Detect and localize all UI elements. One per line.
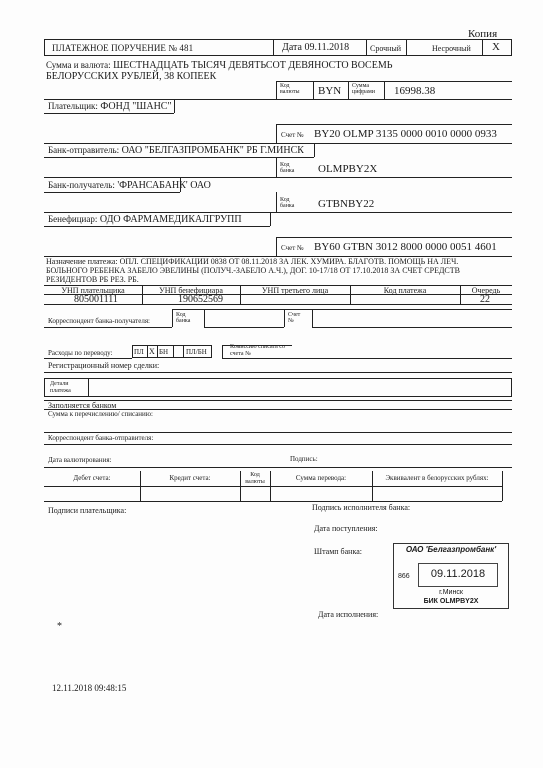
credit-account-label: Кредит счета: <box>169 474 211 482</box>
payment-purpose: Назначение платежа: ОПЛ. СПЕЦИФИКАЦИИ 0838 ОТ 08.11.2018 ЗА ЛЕК. ХУМИРА. БЛАГОТВ. ПОМОЩЬ НА ЛЕЧ. БОЛЬНОГО РЕБЕНКА ЗАБЕЛО ЭВЕЛИНЫ (ПОЛУЧ.-ЗАБЕЛО А.Ч.), ДОГ. 10-17/18 ОТ 17.10.2018 ЗА СЧЕТ СРЕДСТВ РЕЗИДЕНТОВ РБ РЕЗ. РБ. <box>46 257 460 284</box>
stamp-bic: БИК OLMPBY2X <box>423 598 479 605</box>
beneficiary-name: ОДО ФАРМАМЕДИКАЛГРУПП <box>99 214 242 225</box>
bank-stamp-label: Штамп банка: <box>314 547 362 556</box>
expenses-label: Расходы по переводу: <box>48 349 113 357</box>
document-title: ПЛАТЕЖНОЕ ПОРУЧЕНИЕ № 481 <box>52 43 194 53</box>
transfer-amount-label: Сумма перевода: <box>295 474 347 482</box>
receiver-bank-code: GTBNBY22 <box>318 198 375 210</box>
document-date: 09.11.2018 <box>304 42 350 53</box>
stamp-bank-name: ОАО 'Белгазпромбанк' <box>405 545 497 554</box>
sender-bank-code: OLMPBY2X <box>318 163 378 175</box>
stamp-code: 866 <box>398 573 410 580</box>
expense-option-pl: ПЛ <box>134 348 144 356</box>
receipt-date-label: Дата поступления: <box>314 524 378 533</box>
currency-code: BYN <box>318 85 342 97</box>
transfer-sum-label: Сумма к перечислению/ списанию: <box>48 410 153 418</box>
value-date-label: Дата валютирования: <box>48 456 112 464</box>
non-urgent-label: Несрочный <box>432 44 471 53</box>
sender-correspondent-label: Корреспондент банка-отправителя: <box>48 434 154 442</box>
payer-account: BY20 OLMP 3135 0000 0010 0000 0933 <box>314 128 497 140</box>
beneficiary-unp: 190652569 <box>178 294 223 305</box>
print-timestamp: 12.11.2018 09:48:15 <box>52 683 127 693</box>
byn-equivalent-label: Эквивалент в белорусских рублях: <box>385 474 489 482</box>
currency-code-label: Код валюты <box>280 83 300 95</box>
stamp-city: г.Минск <box>439 589 463 596</box>
stamp-date: 09.11.2018 <box>430 568 486 580</box>
receiver-bank-code-label: Код банка <box>280 197 295 209</box>
expense-option-pl-mark: X <box>149 347 155 356</box>
sender-bank-code-label: Код банка <box>280 162 295 174</box>
expense-option-bn: БН <box>159 348 169 356</box>
non-urgent-mark: X <box>492 41 500 53</box>
urgent-label: Срочный <box>370 44 402 53</box>
bank-section-title: Заполняется банком <box>48 401 117 410</box>
bank-signature-label: Подпись: <box>290 455 318 463</box>
footer-mark: * <box>57 621 62 632</box>
payer-account-label: Счет № <box>281 131 304 139</box>
beneficiary-unp-label: УНП бенефициара <box>159 286 223 295</box>
amount-words: Сумма и валюта: ШЕСТНАДЦАТЬ ТЫСЯЧ ДЕВЯТЬСОТ ДЕВЯНОСТО ВОСЕМЬ БЕЛОРУССКИХ РУБЛЕЙ, 38 КОПЕЕК <box>46 60 393 82</box>
queue-value: 22 <box>480 294 490 305</box>
beneficiary-field: Бенефициар: ОДО ФАРМАМЕДИКАЛГРУПП <box>48 214 242 225</box>
expense-option-plbn: ПЛ/БН <box>186 348 207 356</box>
executor-bank-signature-label: Подпись исполнителя банка: <box>312 503 411 512</box>
receiver-bank-field: Банк-получатель: 'ФРАНСАБАНК' ОАО <box>48 180 211 191</box>
sum-digits: 16998.38 <box>394 85 436 97</box>
correspondent-account-label: Счет № <box>288 312 301 324</box>
debit-account-label: Дебет счета: <box>73 474 111 482</box>
payer-unp: 805001111 <box>74 294 118 305</box>
payer-signatures-label: Подписи плательщика: <box>48 506 127 515</box>
receiver-correspondent-label: Корреспондент банка-получателя: <box>48 317 150 325</box>
commission-account-label: Комиссию списать со счета № <box>230 344 285 357</box>
third-party-unp-label: УНП третьего лица <box>261 286 329 295</box>
payer-name: ФОНД "ШАНС" <box>100 101 172 112</box>
copy-label: Копия <box>468 28 498 40</box>
registration-number-label: Регистрационный номер сделки: <box>48 361 160 370</box>
payer-field: Плательщик: ФОНД "ШАНС" <box>48 101 172 112</box>
payment-details-box <box>44 378 512 397</box>
payer-unp-label: УНП плательщика <box>61 286 125 295</box>
beneficiary-account-label: Счет № <box>281 244 304 252</box>
queue-label: Очередь <box>471 286 501 295</box>
sender-bank-field: Банк-отправитель: ОАО "БЕЛГАЗПРОМБАНК" РБ Г.МИНСК <box>48 145 304 156</box>
correspondent-bank-code-label: Код банка <box>176 312 191 324</box>
payment-details-label: Детали платежа <box>50 381 71 394</box>
receiver-bank-name: 'ФРАНСАБАНК' ОАО <box>117 180 211 191</box>
sum-digits-label: Сумма цифрами <box>352 83 375 95</box>
beneficiary-account: BY60 GTBN 3012 8000 0000 0051 4601 <box>314 241 497 253</box>
execution-date-label: Дата исполнения: <box>318 610 379 619</box>
document-number: 481 <box>179 43 194 53</box>
document-date-field: Дата 09.11.2018 <box>282 42 350 53</box>
bank-currency-code-label: Код валюты <box>245 472 265 485</box>
sender-bank-name: ОАО "БЕЛГАЗПРОМБАНК" РБ Г.МИНСК <box>121 145 304 156</box>
payment-code-label: Код платежа <box>383 286 427 295</box>
